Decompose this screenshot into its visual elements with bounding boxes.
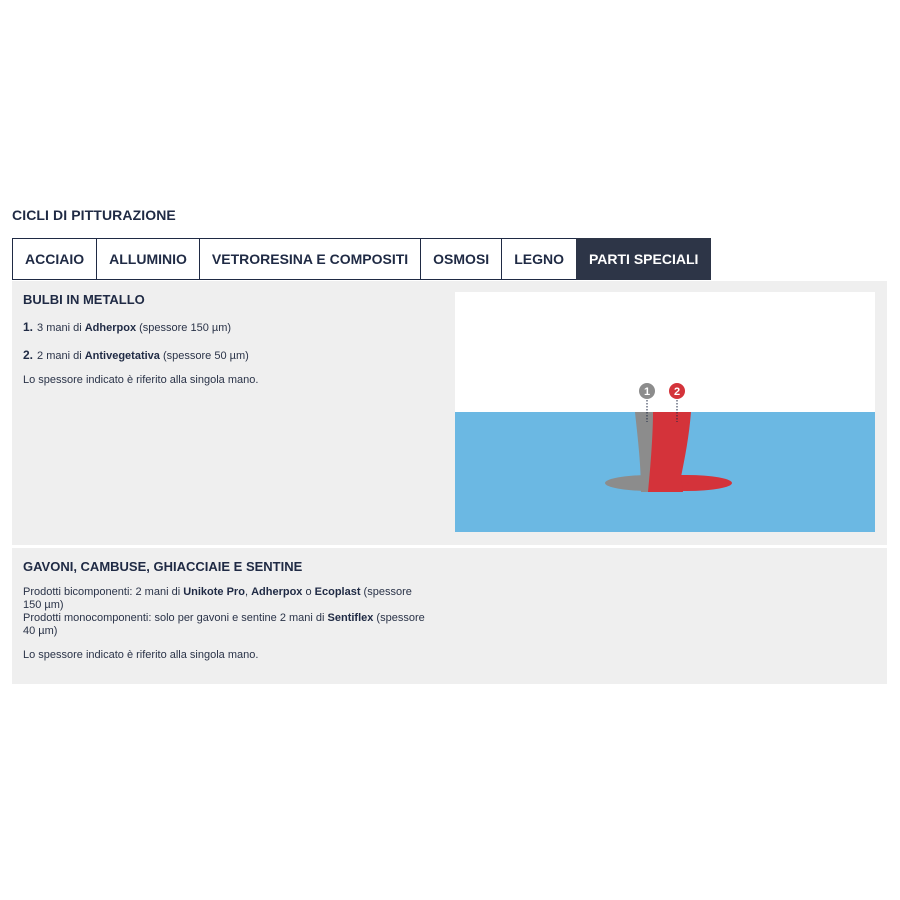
text: (spessore 40 µm) <box>23 612 425 637</box>
panel-heading-gavoni: GAVONI, CAMBUSE, GHIACCIAIE E SENTINE <box>23 559 303 574</box>
tab-vetroresina[interactable]: VETRORESINA E COMPOSITI <box>199 238 420 280</box>
thickness-note: Lo spessore indicato è riferito alla singola mano. <box>23 374 259 386</box>
text: Prodotti bicomponenti: 2 mani di <box>23 586 184 598</box>
tab-alluminio[interactable]: ALLUMINIO <box>96 238 199 280</box>
step-number: 2. <box>23 348 34 362</box>
step-text: 3 mani di <box>37 322 85 334</box>
step-text: 2 mani di <box>37 350 85 362</box>
text: Prodotti monocomponenti: solo per gavoni e sentine 2 mani di <box>23 612 328 624</box>
product-name: Adherpox <box>251 586 303 598</box>
marker-1-label: 1 <box>643 386 651 398</box>
thickness-note: Lo spessore indicato è riferito alla singola mano. <box>23 649 259 661</box>
step-number: 1. <box>23 320 34 334</box>
tab-legno[interactable]: LEGNO <box>501 238 576 280</box>
text: (spessore 150 µm) <box>23 586 412 611</box>
panel-gavoni <box>12 548 887 684</box>
text: , <box>244 586 252 598</box>
product-name: Sentiflex <box>327 612 374 624</box>
text: o <box>302 586 315 598</box>
product-name: Unikote Pro <box>183 586 245 598</box>
tab-acciaio[interactable]: ACCIAIO <box>12 238 96 280</box>
monocomponent-text <box>23 612 433 638</box>
product-name: Adherpox <box>84 322 137 334</box>
product-name: Antivegetativa <box>84 350 160 362</box>
step-text: (spessore 50 µm) <box>159 350 249 362</box>
tab-osmosi[interactable]: OSMOSI <box>420 238 501 280</box>
section-title: CICLI DI PITTURAZIONE <box>12 207 176 223</box>
tab-parti-speciali[interactable]: PARTI SPECIALI <box>576 238 711 280</box>
tab-bar <box>12 238 711 280</box>
step-2 <box>23 348 249 362</box>
panel-heading-bulbi: BULBI IN METALLO <box>23 292 145 307</box>
step-1 <box>23 320 231 334</box>
step-text: (spessore 150 µm) <box>136 322 232 334</box>
bulb-illustration <box>455 292 875 532</box>
bicomponent-text <box>23 586 433 612</box>
marker-2-label: 2 <box>673 386 681 398</box>
panel-bulbi <box>12 281 887 545</box>
product-name: Ecoplast <box>314 586 361 598</box>
